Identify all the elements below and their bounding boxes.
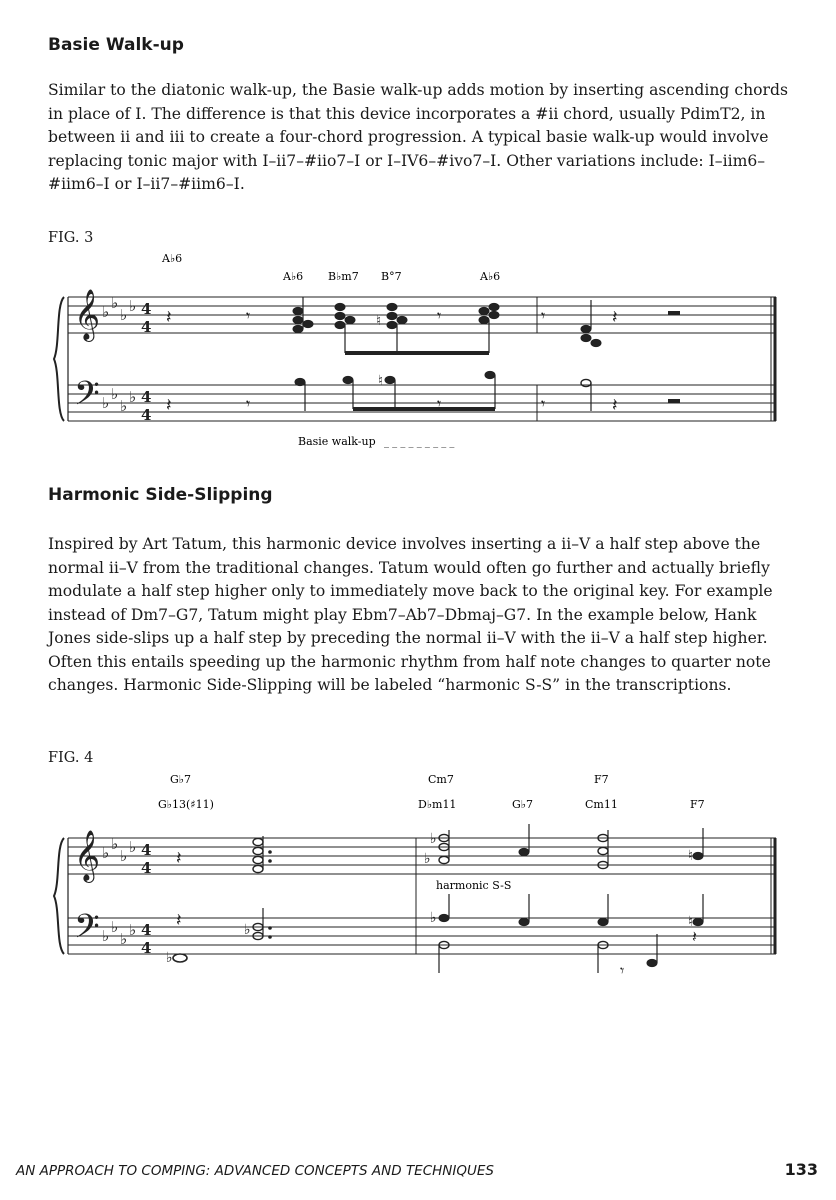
- svg-text:♭: ♭: [111, 294, 119, 312]
- svg-text:𝄽: 𝄽: [176, 910, 182, 931]
- svg-text:♭: ♭: [102, 927, 110, 945]
- svg-text:𝄽: 𝄽: [166, 307, 172, 328]
- svg-text:♮: ♮: [688, 914, 694, 930]
- svg-text:♭: ♭: [166, 950, 173, 966]
- fig4-rests: [176, 848, 624, 980]
- fig3-lower-chord: B♭m7: [328, 270, 359, 283]
- svg-text:4: 4: [141, 406, 152, 424]
- page-number: 133: [784, 1160, 818, 1179]
- svg-text:4: 4: [141, 921, 152, 939]
- fig4-accidental-icons: [424, 831, 693, 867]
- svg-text:𝄾: 𝄾: [541, 306, 546, 325]
- fig3-score: [0, 245, 836, 475]
- svg-text:𝄾: 𝄾: [437, 394, 442, 413]
- footer-title: AN APPROACH TO COMPING: ADVANCED CONCEPTS AND TECHNIQUES: [16, 1163, 494, 1179]
- fig3-bass-clef-icon: 𝄢: [74, 375, 100, 421]
- figure-label-fig4: FIG. 4: [48, 750, 94, 766]
- fig4-lower-chord: Cm11: [585, 798, 618, 811]
- fig4-lower-chord: G♭13(♯11): [158, 798, 214, 811]
- fig4-treble-clef-icon: 𝄞: [74, 830, 101, 881]
- fig4-rest-icon: 𝄽: [692, 927, 697, 946]
- svg-text:4: 4: [141, 388, 152, 406]
- svg-text:♭: ♭: [244, 922, 251, 938]
- svg-text:𝄽: 𝄽: [612, 395, 618, 416]
- fig4-lower-chord: G♭7: [512, 798, 533, 811]
- svg-text:♭: ♭: [129, 838, 137, 856]
- svg-text:𝄾: 𝄾: [246, 394, 251, 413]
- svg-text:♭: ♭: [102, 394, 110, 412]
- fig4-bass-clef-icon: 𝄢: [74, 908, 100, 954]
- fig3-natural-icon: ♮: [376, 313, 382, 329]
- figure-label-fig3: FIG. 3: [48, 230, 94, 246]
- fig4-upper-chord: F7: [594, 773, 609, 786]
- svg-text:♭: ♭: [111, 835, 119, 853]
- svg-text:𝄽: 𝄽: [166, 395, 172, 416]
- section-paragraph-basie-walk-up: Similar to the diatonic walk-up, the Basie walk-up adds motion by inserting ascending chords in place of I. The difference is that this device incorporates a #ii chord, usually PdimT2, in between ii and iii to create a four-chord progression. A typical basie walk-up would involve replacing tonic major with I–ii7–#iio7–I or I–IV6–#ivo7–I. Other variations include: I–iim6–#iim6–I or I–ii7–#iim6–I.: [48, 81, 788, 193]
- svg-text:4: 4: [141, 939, 152, 957]
- page-footer: [16, 1160, 818, 1179]
- fig3-lower-chord: A♭6: [283, 270, 304, 283]
- svg-text:♭: ♭: [129, 921, 137, 939]
- section-heading-harmonic-side-slipping: Harmonic Side-Slipping: [48, 485, 273, 505]
- svg-text:4: 4: [141, 300, 152, 318]
- svg-text:4: 4: [141, 318, 152, 336]
- svg-text:𝄾: 𝄾: [246, 306, 251, 325]
- svg-text:♭: ♭: [424, 851, 431, 867]
- svg-text:♮: ♮: [688, 848, 694, 864]
- svg-text:♭: ♭: [111, 918, 119, 936]
- svg-text:4: 4: [141, 859, 152, 877]
- fig3-bass-notes: [295, 371, 591, 411]
- svg-text:♭: ♭: [129, 388, 137, 406]
- svg-text:𝄾: 𝄾: [541, 394, 546, 413]
- fig3-treble-clef-icon: 𝄞: [74, 289, 101, 340]
- fig4-bass-staff: [68, 918, 776, 954]
- section-paragraph-harmonic-side-slipping: Inspired by Art Tatum, this harmonic device involves inserting a ii–V a half step above the normal ii–V from the traditional changes. Tatum would often go further and actually briefly modulate a half step higher only to immediately move back to the original key. For example instead of Dm7–G7, Tatum might play Ebm7–Ab7–Dbmaj–G7. In the example below, Hank Jones side-slips up a half step by preceding the normal ii–V with the ii–V a half step higher. Often this entails speeding up the harmonic rhythm from half note changes to quarter note changes. Harmonic Side-Slipping will be labeled “harmonic S-S” in the transcriptions.: [48, 535, 773, 694]
- fig4-score: [0, 768, 836, 998]
- fig4-time-signature: [141, 841, 151, 957]
- svg-text:♭: ♭: [102, 303, 110, 321]
- fig3-annotation-dashes: _ _ _ _ _ _ _ _ _: [384, 437, 455, 448]
- svg-text:♭: ♭: [430, 910, 437, 926]
- fig3-half-rest: [668, 399, 680, 403]
- svg-text:♭: ♭: [430, 831, 437, 847]
- fig3-half-rest: [668, 311, 680, 315]
- svg-text:♭: ♭: [102, 844, 110, 862]
- svg-text:4: 4: [141, 841, 152, 859]
- fig3-lower-chord: B°7: [381, 270, 402, 283]
- svg-text:♭: ♭: [120, 930, 128, 948]
- fig3-key-signature: [102, 294, 136, 415]
- fig3-brace: [54, 297, 64, 421]
- fig4-brace: [54, 838, 64, 954]
- fig4-treble-staff: [68, 838, 776, 874]
- fig3-treble-chords: [293, 297, 601, 353]
- fig4-barlines: [68, 838, 775, 954]
- fig3-natural-icon: ♮: [378, 373, 384, 389]
- svg-text:𝄽: 𝄽: [612, 307, 618, 328]
- fig4-upper-chord: G♭7: [170, 773, 191, 786]
- svg-text:♭: ♭: [120, 306, 128, 324]
- fig4-upper-chord: Cm7: [428, 773, 454, 786]
- svg-text:♭: ♭: [111, 385, 119, 403]
- fig4-annotation: harmonic S-S: [436, 879, 512, 892]
- fig4-lower-chord: F7: [690, 798, 705, 811]
- svg-text:♭: ♭: [129, 297, 137, 315]
- fig3-upper-chord: A♭6: [162, 252, 183, 265]
- fig3-annotation: Basie walk-up: [298, 435, 376, 448]
- svg-text:𝄾: 𝄾: [437, 306, 442, 325]
- svg-text:♭: ♭: [120, 847, 128, 865]
- svg-text:♭: ♭: [120, 397, 128, 415]
- svg-text:𝄽: 𝄽: [176, 848, 182, 869]
- fig3-lower-chord: A♭6: [480, 270, 501, 283]
- fig4-lower-chord: D♭m11: [418, 798, 457, 811]
- section-heading-basie-walk-up: Basie Walk-up: [48, 35, 184, 55]
- svg-text:𝄾: 𝄾: [620, 961, 625, 980]
- fig3-time-signature: [141, 300, 151, 424]
- fig4-key-signature: [102, 835, 136, 948]
